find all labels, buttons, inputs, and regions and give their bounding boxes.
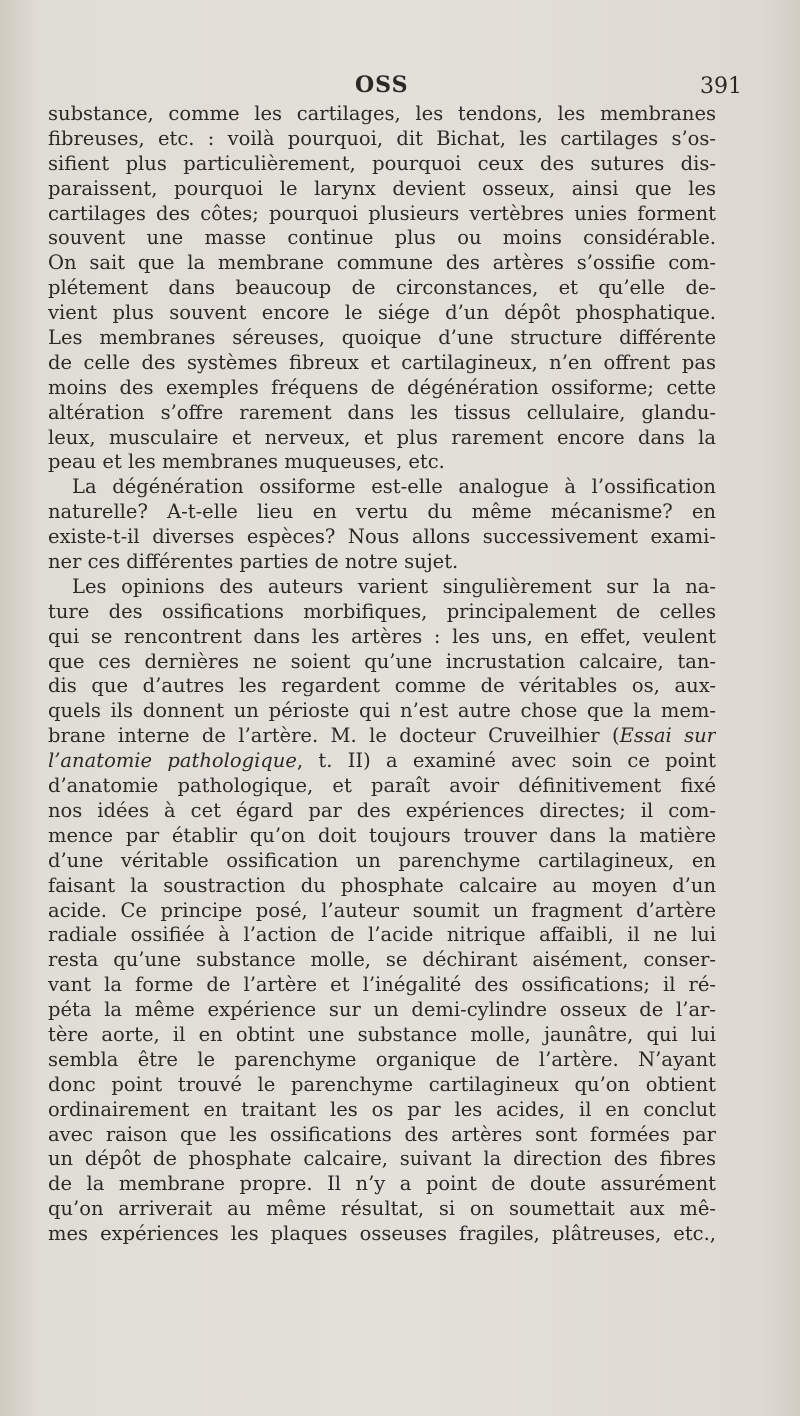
- page-number: 391: [700, 74, 742, 99]
- text-line: un dépôt de phosphate calcaire, suivant la direction des fibres: [48, 1147, 716, 1171]
- text-line-with-citation: [48, 749, 716, 774]
- text-line: On sait que la membrane commune des artères s’ossifie com-: [48, 251, 716, 275]
- text-line: mence par établir qu’on doit toujours trouver dans la matière: [48, 823, 716, 847]
- text-line: Les membranes séreuses, quoique d’une structure différente: [48, 326, 716, 350]
- text-line: mes expériences les plaques osseuses fragiles, plâtreuses, etc.,: [48, 1222, 716, 1246]
- text-line: d’anatomie pathologique, et paraît avoir définitivement fixé: [48, 774, 716, 798]
- text-line: qu’on arriverait au même résultat, si on soumettait aux mê-: [48, 1197, 716, 1221]
- text-line: cartilages des côtes; pourquoi plusieurs vertèbres unies forment: [48, 201, 716, 225]
- text-line: ordinairement en traitant les os par les acides, il en conclut: [48, 1097, 716, 1121]
- text-line: sifient plus particulièrement, pourquoi ceux des sutures dis-: [48, 151, 716, 175]
- text-line: sembla être le parenchyme organique de l’artère. N’ayant: [48, 1047, 716, 1071]
- text-span: , t. II) a examiné avec soin ce point: [296, 749, 716, 773]
- text-line: nos idées à cet égard par des expériences directes; il com-: [48, 798, 716, 822]
- text-line: Les opinions des auteurs varient singulièrement sur la na-: [72, 574, 716, 598]
- text-line: leux, musculaire et nerveux, et plus rarement encore dans la: [48, 425, 716, 449]
- text-line: souvent une masse continue plus ou moins considérable.: [48, 226, 716, 250]
- text-line: de la membrane propre. Il n’y a point de doute assurément: [48, 1172, 716, 1196]
- text-line: plétement dans beaucoup de circonstances, et qu’elle de-: [48, 276, 716, 300]
- text-line: donc point trouvé le parenchyme cartilagineux qu’on obtient: [48, 1072, 716, 1096]
- text-line: paraissent, pourquoi le larynx devient osseux, ainsi que les: [48, 176, 716, 200]
- text-line: La dégénération ossiforme est-elle analogue à l’ossification: [72, 475, 716, 499]
- text-line: quels ils donnent un périoste qui n’est autre chose que la mem-: [48, 699, 716, 723]
- text-line: radiale ossifiée à l’action de l’acide nitrique affaibli, il ne lui: [48, 923, 716, 947]
- text-line: altération s’offre rarement dans les tissus cellulaire, glandu-: [48, 400, 716, 424]
- text-line: ture des ossifications morbifiques, principalement de celles: [48, 599, 716, 623]
- text-span: brane interne de l’artère. M. le docteur Cruveilhier (: [48, 724, 620, 748]
- text-line: existe-t-il diverses espèces? Nous allons successivement exami-: [48, 525, 716, 549]
- citation-title: Essai sur: [619, 724, 716, 748]
- text-line: avec raison que les ossifications des artères sont formées par: [48, 1122, 716, 1146]
- text-line: faisant la soustraction du phosphate calcaire au moyen d’un: [48, 873, 716, 897]
- text-line: vant la forme de l’artère et l’inégalité des ossifications; il ré-: [48, 973, 716, 997]
- text-line: péta la même expérience sur un demi-cylindre osseux de l’ar-: [48, 998, 716, 1022]
- text-line: d’une véritable ossification un parenchyme cartilagineux, en: [48, 848, 716, 872]
- body-text: [48, 102, 716, 1247]
- text-line: dis que d’autres les regardent comme de véritables os, aux-: [48, 674, 716, 698]
- text-line: moins des exemples fréquens de dégénération ossiforme; cette: [48, 375, 716, 399]
- citation-title: l’anatomie pathologique: [48, 749, 297, 773]
- text-line: ner ces différentes parties de notre sujet.: [48, 550, 459, 574]
- text-line: naturelle? A-t-elle lieu en vertu du même mécanisme? en: [48, 500, 716, 524]
- text-line: peau et les membranes muqueuses, etc.: [48, 450, 445, 474]
- text-line: acide. Ce principe posé, l’auteur soumit un fragment d’artère: [48, 898, 716, 922]
- text-line: que ces dernières ne soient qu’une incrustation calcaire, tan-: [48, 649, 716, 673]
- text-line: qui se rencontrent dans les artères : les uns, en effet, veulent: [48, 624, 716, 648]
- text-line: de celle des systèmes fibreux et cartilagineux, n’en offrent pas: [48, 350, 716, 374]
- running-head: OSS: [355, 72, 409, 98]
- text-line: resta qu’une substance molle, se déchirant aisément, conser-: [48, 948, 716, 972]
- text-line: substance, comme les cartilages, les tendons, les membranes: [48, 102, 716, 125]
- page-header: [0, 72, 800, 102]
- text-line: vient plus souvent encore le siége d’un dépôt phosphatique.: [48, 301, 716, 325]
- text-line: fibreuses, etc. : voilà pourquoi, dit Bichat, les cartilages s’os-: [48, 126, 716, 150]
- text-line-with-citation: [48, 724, 716, 749]
- text-line: tère aorte, il en obtint une substance molle, jaunâtre, qui lui: [48, 1022, 716, 1046]
